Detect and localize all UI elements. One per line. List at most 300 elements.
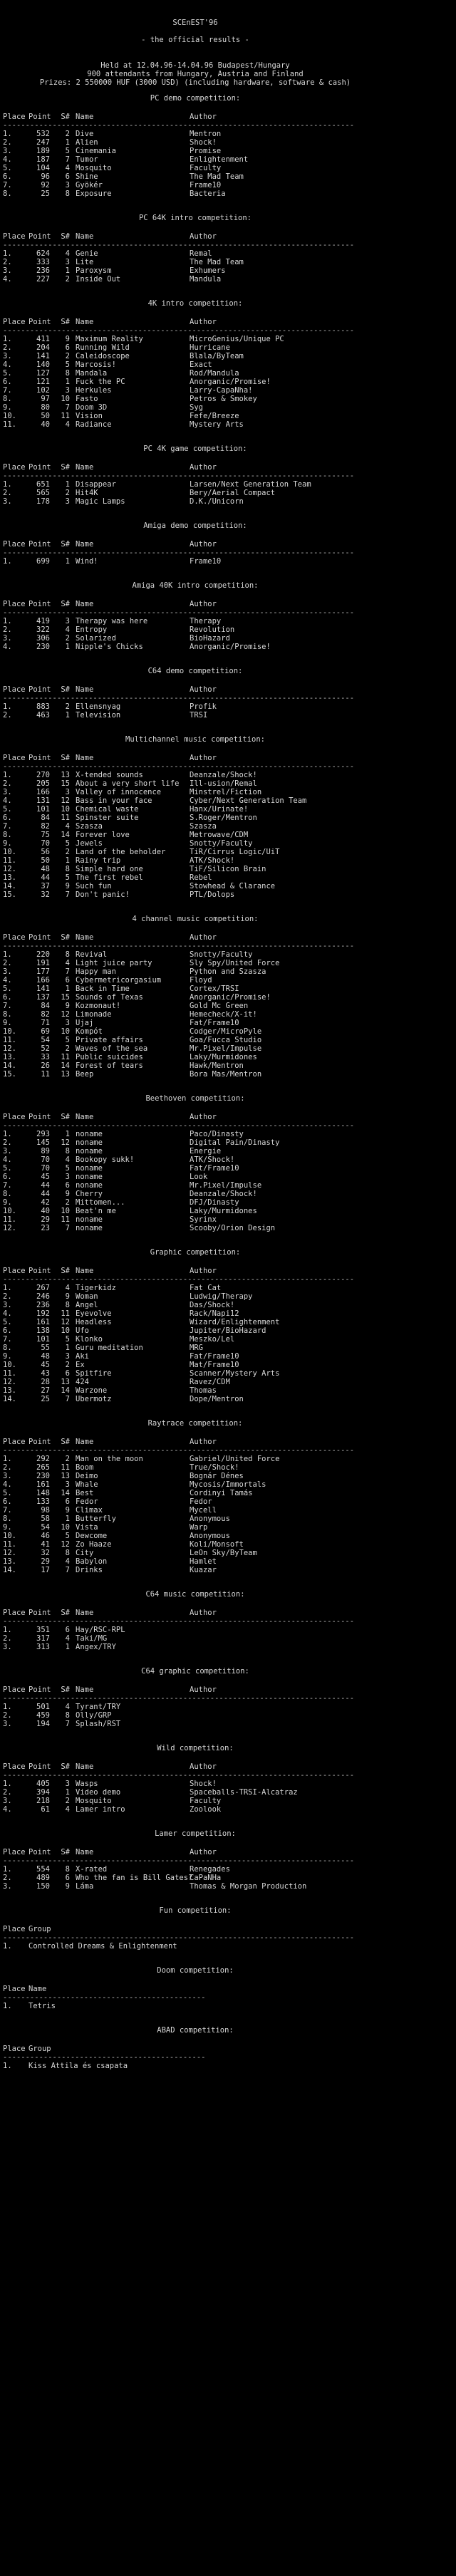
place-cell: 3.	[3, 1882, 12, 1891]
point-cell: 70	[41, 1164, 50, 1173]
point-cell: 236	[36, 1301, 50, 1309]
name-cell: noname	[76, 1138, 103, 1147]
author-cell: Hurricane	[190, 343, 230, 352]
fun-section	[3, 1906, 456, 1959]
point-cell: 317	[36, 1634, 50, 1643]
name-cell: Cherry	[76, 1190, 103, 1198]
author-cell: Hawk/Mentron	[190, 1061, 244, 1070]
result-row	[3, 1301, 456, 1309]
num-cell: 1	[65, 378, 70, 386]
result-row	[3, 882, 456, 890]
result-row	[3, 1044, 456, 1053]
place-cell: 7.	[3, 1506, 12, 1515]
group-cell: Kiss Attila és csapata	[28, 2062, 128, 2070]
col-num: S#	[61, 318, 70, 326]
place-cell: 4.	[3, 155, 12, 164]
place-cell: 3.	[3, 1643, 12, 1651]
point-cell: 26	[41, 1061, 50, 1070]
author-cell: Zoolook	[190, 1805, 222, 1814]
num-cell: 3	[65, 258, 70, 266]
place-cell: 10.	[3, 1207, 16, 1215]
author-cell: Bora Mas/Mentron	[190, 1070, 262, 1079]
num-cell: 1	[65, 643, 70, 651]
author-cell: Codger/MicroPyle	[190, 1027, 262, 1036]
num-cell: 12	[61, 1010, 70, 1019]
num-cell: 8	[65, 1147, 70, 1155]
col-name: Name	[76, 540, 94, 549]
place-cell: 7.	[3, 822, 12, 831]
point-cell: 293	[36, 1130, 50, 1138]
spacer	[3, 1651, 456, 1660]
col-place: Place	[3, 540, 26, 549]
num-cell: 6	[65, 1181, 70, 1190]
result-row	[3, 1326, 456, 1335]
point-cell: 97	[41, 395, 50, 403]
author-cell: Deanzale/Shock!	[190, 771, 257, 779]
competition-section	[3, 299, 456, 437]
place-cell: 8.	[3, 1190, 12, 1198]
col-place: Place	[3, 1113, 26, 1121]
author-cell: LeOn Sky/ByTeam	[190, 1549, 257, 1557]
point-cell: 883	[36, 702, 50, 711]
result-row	[3, 1788, 456, 1797]
author-cell: Jupiter/BioHazard	[190, 1326, 266, 1335]
col-place: Place	[3, 1686, 26, 1694]
place-cell: 9.	[3, 1523, 12, 1532]
place-cell: 3.	[3, 967, 12, 976]
author-cell: Frame10	[190, 181, 222, 189]
place-cell: 10.	[3, 1361, 16, 1369]
result-row	[3, 993, 456, 1002]
result-row	[3, 1309, 456, 1318]
place-cell: 2.	[3, 138, 12, 147]
competition-section	[3, 581, 456, 660]
col-place: Place	[3, 2045, 26, 2053]
place-cell: 1.	[3, 480, 12, 489]
column-header	[3, 1609, 456, 1617]
separator-line: ------------------------------------------------------------------------------	[3, 1933, 355, 1942]
place-cell: 10.	[3, 1027, 16, 1036]
author-cell: Mandula	[190, 275, 222, 284]
num-cell: 1	[65, 1344, 70, 1352]
result-row	[3, 1549, 456, 1557]
result-row	[3, 1027, 456, 1036]
name-cell: Waves of the sea	[76, 1044, 148, 1053]
col-place: Place	[3, 1848, 26, 1856]
point-cell: 70	[41, 1155, 50, 1164]
num-cell: 9	[65, 882, 70, 890]
author-cell	[190, 1634, 446, 1643]
result-row	[3, 1463, 456, 1472]
point-cell: 265	[36, 1463, 50, 1472]
separator-line: ------------------------------------------------------------------------------	[3, 1771, 355, 1780]
place-cell: 2.	[3, 258, 12, 266]
point-cell: 25	[41, 1395, 50, 1403]
author-cell	[190, 1703, 446, 1711]
point-cell: 70	[41, 839, 50, 848]
point-cell: 54	[41, 1523, 50, 1532]
num-cell: 10	[61, 1027, 70, 1036]
place-cell: 4.	[3, 796, 12, 805]
col-name: Name	[76, 1609, 94, 1617]
place-cell: 8.	[3, 1344, 12, 1352]
competition-section	[3, 1667, 456, 1737]
result-row	[3, 147, 456, 155]
result-row	[3, 1284, 456, 1292]
author-cell: Cyber/Next Generation Team	[190, 796, 307, 805]
name-cell: Gyökér	[76, 181, 103, 189]
result-row	[3, 1480, 456, 1489]
num-cell: 14	[61, 831, 70, 839]
num-cell: 7	[65, 890, 70, 899]
result-row	[3, 822, 456, 831]
author-cell: Warp	[190, 1523, 208, 1532]
result-row	[3, 1361, 456, 1369]
place-cell: 7.	[3, 181, 12, 189]
author-cell: Larry-CapaNha!	[190, 386, 253, 395]
author-cell	[190, 1643, 446, 1651]
result-row	[3, 386, 456, 395]
place-cell: 12.	[3, 1224, 16, 1232]
name-cell: Doom 3D	[76, 403, 108, 412]
point-cell: 191	[36, 959, 50, 967]
author-cell: Ludwig/Therapy	[190, 1292, 253, 1301]
place-cell: 1.	[3, 249, 12, 258]
point-cell: 71	[41, 1019, 50, 1027]
result-row	[3, 796, 456, 805]
name-cell: Hay/RSC-RPL	[76, 1626, 125, 1634]
spacer	[3, 1951, 456, 1959]
name-cell: Simple hard one	[76, 865, 143, 873]
result-row	[3, 360, 456, 369]
col-place: Place	[3, 1267, 26, 1275]
col-point: Point	[28, 232, 51, 241]
col-num: S#	[61, 754, 70, 762]
result-row	[3, 1198, 456, 1207]
author-cell: BioHazard	[190, 634, 230, 643]
col-place: Place	[3, 318, 26, 326]
name-cell: Chemical waste	[76, 805, 139, 814]
num-cell: 7	[65, 403, 70, 412]
num-cell: 12	[61, 1138, 70, 1147]
point-cell: 52	[41, 1044, 50, 1053]
place-cell: 3.	[3, 1472, 12, 1480]
point-cell: 42	[41, 1198, 50, 1207]
point-cell: 40	[41, 420, 50, 429]
column-header	[3, 600, 456, 608]
col-num: S#	[61, 463, 70, 472]
column-header	[3, 2045, 456, 2053]
num-cell: 15	[61, 779, 70, 788]
separator-line: ------------------------------------------------------------------------------	[3, 942, 355, 950]
col-name: Name	[76, 318, 94, 326]
point-cell: 166	[36, 788, 50, 796]
author-cell: Fedor	[190, 1497, 212, 1506]
name-cell: Best	[76, 1489, 94, 1497]
place-cell: 1.	[3, 2062, 12, 2070]
competition-section	[3, 1419, 456, 1583]
author-cell: TiR/Cirrus Logic/UiT	[190, 848, 280, 856]
point-cell: 267	[36, 1284, 50, 1292]
result-row	[3, 617, 456, 625]
num-cell: 5	[65, 873, 70, 882]
col-place: Place	[3, 232, 26, 241]
competition-title: 4K intro competition:	[147, 299, 243, 308]
result-row	[3, 172, 456, 181]
point-cell: 27	[41, 1386, 50, 1395]
point-cell: 131	[36, 796, 50, 805]
place-cell: 8.	[3, 1010, 12, 1019]
point-cell: 133	[36, 1497, 50, 1506]
name-cell: Spitfire	[76, 1369, 112, 1378]
point-cell: 166	[36, 976, 50, 985]
point-cell: 44	[41, 1190, 50, 1198]
place-cell: 7.	[3, 386, 12, 395]
col-label: Group	[28, 1925, 51, 1933]
author-cell: Metrowave/CDM	[190, 831, 249, 839]
spacer	[3, 720, 456, 728]
place-cell: 3.	[3, 266, 12, 275]
name-cell: Ellensnyag	[76, 702, 121, 711]
result-row	[3, 2062, 456, 2070]
name-cell: Wasps	[76, 1780, 98, 1788]
place-cell: 2.	[3, 711, 12, 720]
competition-section	[3, 1248, 456, 1412]
result-row	[3, 1207, 456, 1215]
num-cell: 4	[65, 625, 70, 634]
competition-title: Amiga 40K intro competition:	[132, 581, 259, 590]
col-num: S#	[61, 232, 70, 241]
place-cell: 2.	[3, 625, 12, 634]
author-cell: Minstrel/Fiction	[190, 788, 262, 796]
place-cell: 11.	[3, 1036, 16, 1044]
num-cell: 9	[65, 1506, 70, 1515]
author-cell: Laky/Murmidones	[190, 1207, 257, 1215]
competition-section	[3, 214, 456, 292]
point-cell: 333	[36, 258, 50, 266]
num-cell: 7	[65, 1395, 70, 1403]
author-cell: Mat/Frame10	[190, 1361, 239, 1369]
name-cell: Radiance	[76, 420, 112, 429]
num-cell: 6	[65, 1874, 70, 1882]
author-cell: Renegades	[190, 1865, 230, 1874]
name-cell: Solarized	[76, 634, 116, 643]
num-cell: 13	[61, 1070, 70, 1079]
result-row	[3, 1874, 456, 1882]
col-name: Name	[76, 1848, 94, 1856]
author-cell: Fat/Frame10	[190, 1352, 239, 1361]
name-cell: Light juice party	[76, 959, 152, 967]
name-cell: Jewels	[76, 839, 103, 848]
point-cell: 194	[36, 1720, 50, 1728]
place-cell: 13.	[3, 1386, 16, 1395]
result-row	[3, 976, 456, 985]
name-cell: Vista	[76, 1523, 98, 1532]
col-place: Place	[3, 685, 26, 694]
col-name: Name	[76, 600, 94, 608]
competition-title: Amiga demo competition:	[143, 521, 247, 530]
result-row	[3, 1344, 456, 1352]
place-cell: 3.	[3, 634, 12, 643]
num-cell: 8	[65, 1549, 70, 1557]
col-author: Author	[190, 933, 217, 942]
num-cell: 13	[61, 771, 70, 779]
author-cell: Mr.Pixel/Impulse	[190, 1181, 262, 1190]
num-cell: 2	[65, 352, 70, 360]
num-cell: 2	[65, 1198, 70, 1207]
result-row	[3, 1472, 456, 1480]
name-cell: X-rated	[76, 1865, 108, 1874]
col-name: Name	[76, 1686, 94, 1694]
point-cell: 11	[41, 1070, 50, 1079]
result-row	[3, 1130, 456, 1138]
num-cell: 5	[65, 839, 70, 848]
name-cell: Klonko	[76, 1335, 103, 1344]
point-cell: 411	[36, 335, 50, 343]
author-cell: Mentron	[190, 130, 222, 138]
name-cell: Public suicides	[76, 1053, 143, 1061]
name-cell: Who the fan is Bill Gates?	[76, 1874, 193, 1882]
point-cell: 84	[41, 814, 50, 822]
num-cell: 3	[65, 788, 70, 796]
place-cell: 12.	[3, 1378, 16, 1386]
name-cell: Such fun	[76, 882, 112, 890]
result-row	[3, 1002, 456, 1010]
point-cell: 32	[41, 890, 50, 899]
result-row	[3, 1506, 456, 1515]
author-cell: Rod/Mandula	[190, 369, 239, 378]
point-cell: 32	[41, 1549, 50, 1557]
author-cell: Kuazar	[190, 1566, 217, 1574]
place-cell: 1.	[3, 1942, 12, 1951]
col-author: Author	[190, 1267, 217, 1275]
place-cell: 1.	[3, 1626, 12, 1634]
result-row	[3, 1010, 456, 1019]
name-cell: Ujaj	[76, 1019, 94, 1027]
place-cell: 6.	[3, 172, 12, 181]
point-cell: 92	[41, 181, 50, 189]
place-cell: 4.	[3, 1309, 12, 1318]
result-row	[3, 2002, 456, 2010]
place-cell: 9.	[3, 403, 12, 412]
result-row	[3, 403, 456, 412]
spacer	[3, 651, 456, 660]
author-cell: Hanx/Urinate!	[190, 805, 249, 814]
name-cell: Back in Time	[76, 985, 130, 993]
result-row	[3, 788, 456, 796]
col-point: Point	[28, 933, 51, 942]
author-cell: Mycell	[190, 1506, 217, 1515]
spacer	[3, 27, 456, 36]
name-cell: Running Wild	[76, 343, 130, 352]
place-cell: 12.	[3, 1044, 16, 1053]
result-row	[3, 865, 456, 873]
col-name: Name	[76, 1113, 94, 1121]
result-row	[3, 275, 456, 284]
col-point: Point	[28, 1686, 51, 1694]
place-cell: 5.	[3, 985, 12, 993]
name-cell: Revival	[76, 950, 108, 959]
place-cell: 2.	[3, 343, 12, 352]
place-cell: 6.	[3, 378, 12, 386]
num-cell: 6	[65, 343, 70, 352]
result-row	[3, 1626, 456, 1634]
point-cell: 46	[41, 1532, 50, 1540]
name-cell: Mittomen...	[76, 1198, 125, 1207]
place-cell: 8.	[3, 189, 12, 198]
name-cell: Fuck the PC	[76, 378, 125, 386]
author-cell: Szasza	[190, 822, 217, 831]
column-header	[3, 1925, 456, 1933]
num-cell: 9	[65, 1882, 70, 1891]
point-cell: 699	[36, 557, 50, 566]
separator-line: ------------------------------------------------------------------------------	[3, 694, 355, 702]
competition-title: Wild competition:	[157, 1744, 234, 1752]
separator-line: ------------------------------------------------------------------------------	[3, 1856, 355, 1865]
author-cell: MicroGenius/Unique PC	[190, 335, 284, 343]
author-cell: Floyd	[190, 976, 212, 985]
point-cell: 247	[36, 138, 50, 147]
num-cell: 11	[61, 1463, 70, 1472]
place-cell: 1.	[3, 1130, 12, 1138]
num-cell: 3	[65, 1352, 70, 1361]
point-cell: 29	[41, 1215, 50, 1224]
name-cell: Kozmonaut!	[76, 1002, 121, 1010]
point-cell: 187	[36, 155, 50, 164]
name-cell: Valley of innocence	[76, 788, 162, 796]
competition-title: ABAD competition:	[157, 2026, 234, 2035]
competition-title: Beethoven competition:	[145, 1094, 245, 1103]
result-row	[3, 1882, 456, 1891]
author-cell: Mystery Arts	[190, 420, 244, 429]
point-cell: 501	[36, 1703, 50, 1711]
place-cell: 8.	[3, 831, 12, 839]
author-cell: Mr.Pixel/Impulse	[190, 1044, 262, 1053]
place-cell: 2.	[3, 1874, 12, 1882]
place-cell: 5.	[3, 1489, 12, 1497]
result-row	[3, 1369, 456, 1378]
num-cell: 2	[65, 1455, 70, 1463]
spacer	[3, 53, 456, 61]
column-header	[3, 1686, 456, 1694]
num-cell: 15	[61, 993, 70, 1002]
point-cell: 96	[41, 172, 50, 181]
result-row	[3, 557, 456, 566]
author-cell: Exact	[190, 360, 212, 369]
num-cell: 4	[65, 164, 70, 172]
place-cell: 1.	[3, 1865, 12, 1874]
author-cell: Deanzale/Shock!	[190, 1190, 257, 1198]
column-header	[3, 1762, 456, 1771]
result-row	[3, 1395, 456, 1403]
num-cell: 13	[61, 1472, 70, 1480]
name-cell: Taki/MG	[76, 1634, 108, 1643]
point-cell: 23	[41, 1224, 50, 1232]
result-row	[3, 249, 456, 258]
column-header	[3, 232, 456, 241]
num-cell: 4	[65, 249, 70, 258]
point-cell: 489	[36, 1874, 50, 1882]
name-cell: Caleidoscope	[76, 352, 130, 360]
spacer	[3, 1891, 456, 1899]
separator-line: ------------------------------------------------------------------------------	[3, 1446, 355, 1455]
point-cell: 41	[41, 1540, 50, 1549]
num-cell: 12	[61, 796, 70, 805]
result-row	[3, 711, 456, 720]
result-row	[3, 1805, 456, 1814]
column-header	[3, 754, 456, 762]
name-cell: Warzone	[76, 1386, 108, 1395]
